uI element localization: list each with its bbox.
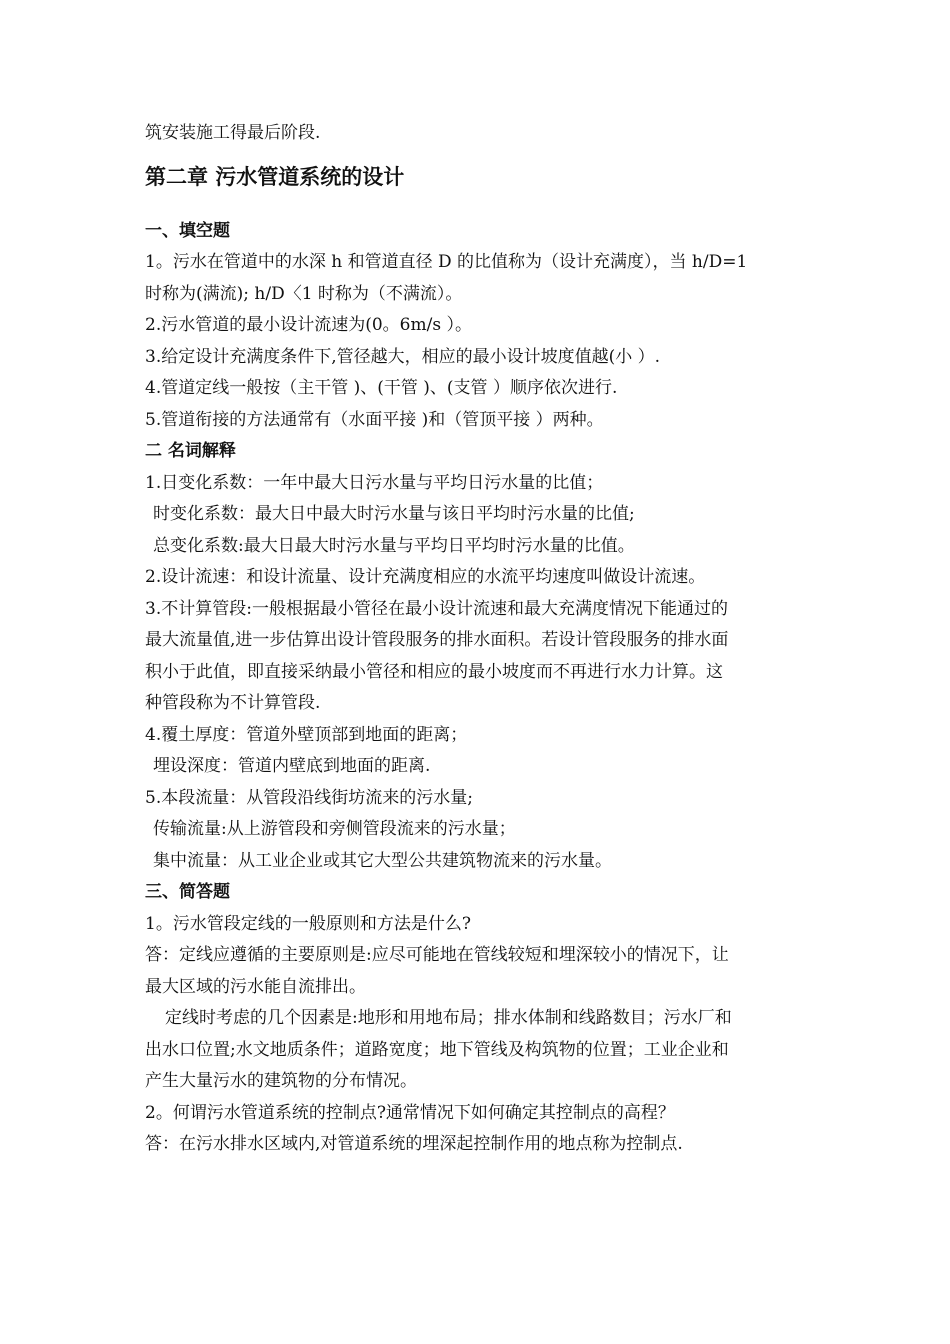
text-line: 4.覆土厚度：管道外壁顶部到地面的距离； xyxy=(145,724,468,745)
text-line: 积小于此值，即直接采纳最小管径和相应的最小坡度而不再进行水力计算。这 xyxy=(145,661,723,682)
text-line: 1.日变化系数：一年中最大日污水量与平均日污水量的比值； xyxy=(145,472,604,493)
text-line: 时变化系数：最大日中最大时污水量与该日平均时污水量的比值; xyxy=(153,504,635,524)
section-term-definitions xyxy=(145,436,810,877)
text-line: 出水口位置;水文地质条件；道路宽度；地下管线及构筑物的位置；工业企业和 xyxy=(145,1039,729,1060)
intro-text: 筑安装施工得最后阶段. xyxy=(145,123,321,143)
section-fill-in-blanks xyxy=(145,216,810,437)
text-line: 总变化系数:最大日最大时污水量与平均日平均时污水量的比值。 xyxy=(153,535,635,556)
text-line: 传输流量:从上游管段和旁侧管段流来的污水量； xyxy=(153,819,516,839)
section-short-answer xyxy=(145,877,810,1161)
text-line: 埋设深度：管道内壁底到地面的距离. xyxy=(153,756,431,776)
text-line: 5.管道衔接的方法通常有（水面平接 )和（管顶平接 ）两种。 xyxy=(145,409,604,430)
text-line: 产生大量污水的建筑物的分布情况。 xyxy=(145,1071,417,1091)
section-heading: 三、简答题 xyxy=(145,882,230,902)
text-line: 3.给定设计充满度条件下,管径越大，相应的最小设计坡度值越(小 ）. xyxy=(145,346,661,367)
text-line: 1。污水管段定线的一般原则和方法是什么? xyxy=(145,913,471,934)
document-page xyxy=(145,118,810,1161)
text-line: 定线时考虑的几个因素是:地形和用地布局；排水体制和线路数目；污水厂和 xyxy=(165,1008,732,1028)
text-line: 2。何谓污水管道系统的控制点?通常情况下如何确定其控制点的高程？ xyxy=(145,1102,675,1123)
text-line: 时称为(满流); h/D〈1 时称为（不满流）。 xyxy=(145,283,463,304)
text-line: 4.管道定线一般按（主干管 )、(干管 )、(支管 ）顺序依次进行. xyxy=(145,378,618,398)
text-line: 3.不计算管段:一般根据最小管径在最小设计流速和最大充满度情况下能通过的 xyxy=(145,598,728,619)
text-line: 2.污水管道的最小设计流速为(0。6m/s ）。 xyxy=(145,315,472,335)
section-heading: 二 名词解释 xyxy=(145,441,236,461)
text-line: 5.本段流量：从管段沿线街坊流来的污水量; xyxy=(145,787,473,808)
section-heading: 一、填空题 xyxy=(145,220,230,241)
text-line: 集中流量：从工业企业或其它大型公共建筑物流来的污水量。 xyxy=(153,850,612,871)
text-line: 答：定线应遵循的主要原则是:应尽可能地在管线较短和埋深较小的情况下，让 xyxy=(145,945,729,965)
text-line: 答：在污水排水区域内,对管道系统的埋深起控制作用的地点称为控制点. xyxy=(145,1134,683,1154)
text-line: 1。污水在管道中的水深 h 和管道直径 D 的比值称为（设计充满度），当 h/D=1 xyxy=(145,252,748,272)
chapter-title: 第二章 污水管道系统的设计 xyxy=(145,164,405,189)
text-line: 最大流量值,进一步估算出设计管段服务的排水面积。若设计管段服务的排水面 xyxy=(145,630,729,650)
text-line: 种管段称为不计算管段. xyxy=(145,693,321,713)
text-line: 最大区域的污水能自流排出。 xyxy=(145,976,366,997)
text-line: 2.设计流速：和设计流量、设计充满度相应的水流平均速度叫做设计流速。 xyxy=(145,567,706,587)
